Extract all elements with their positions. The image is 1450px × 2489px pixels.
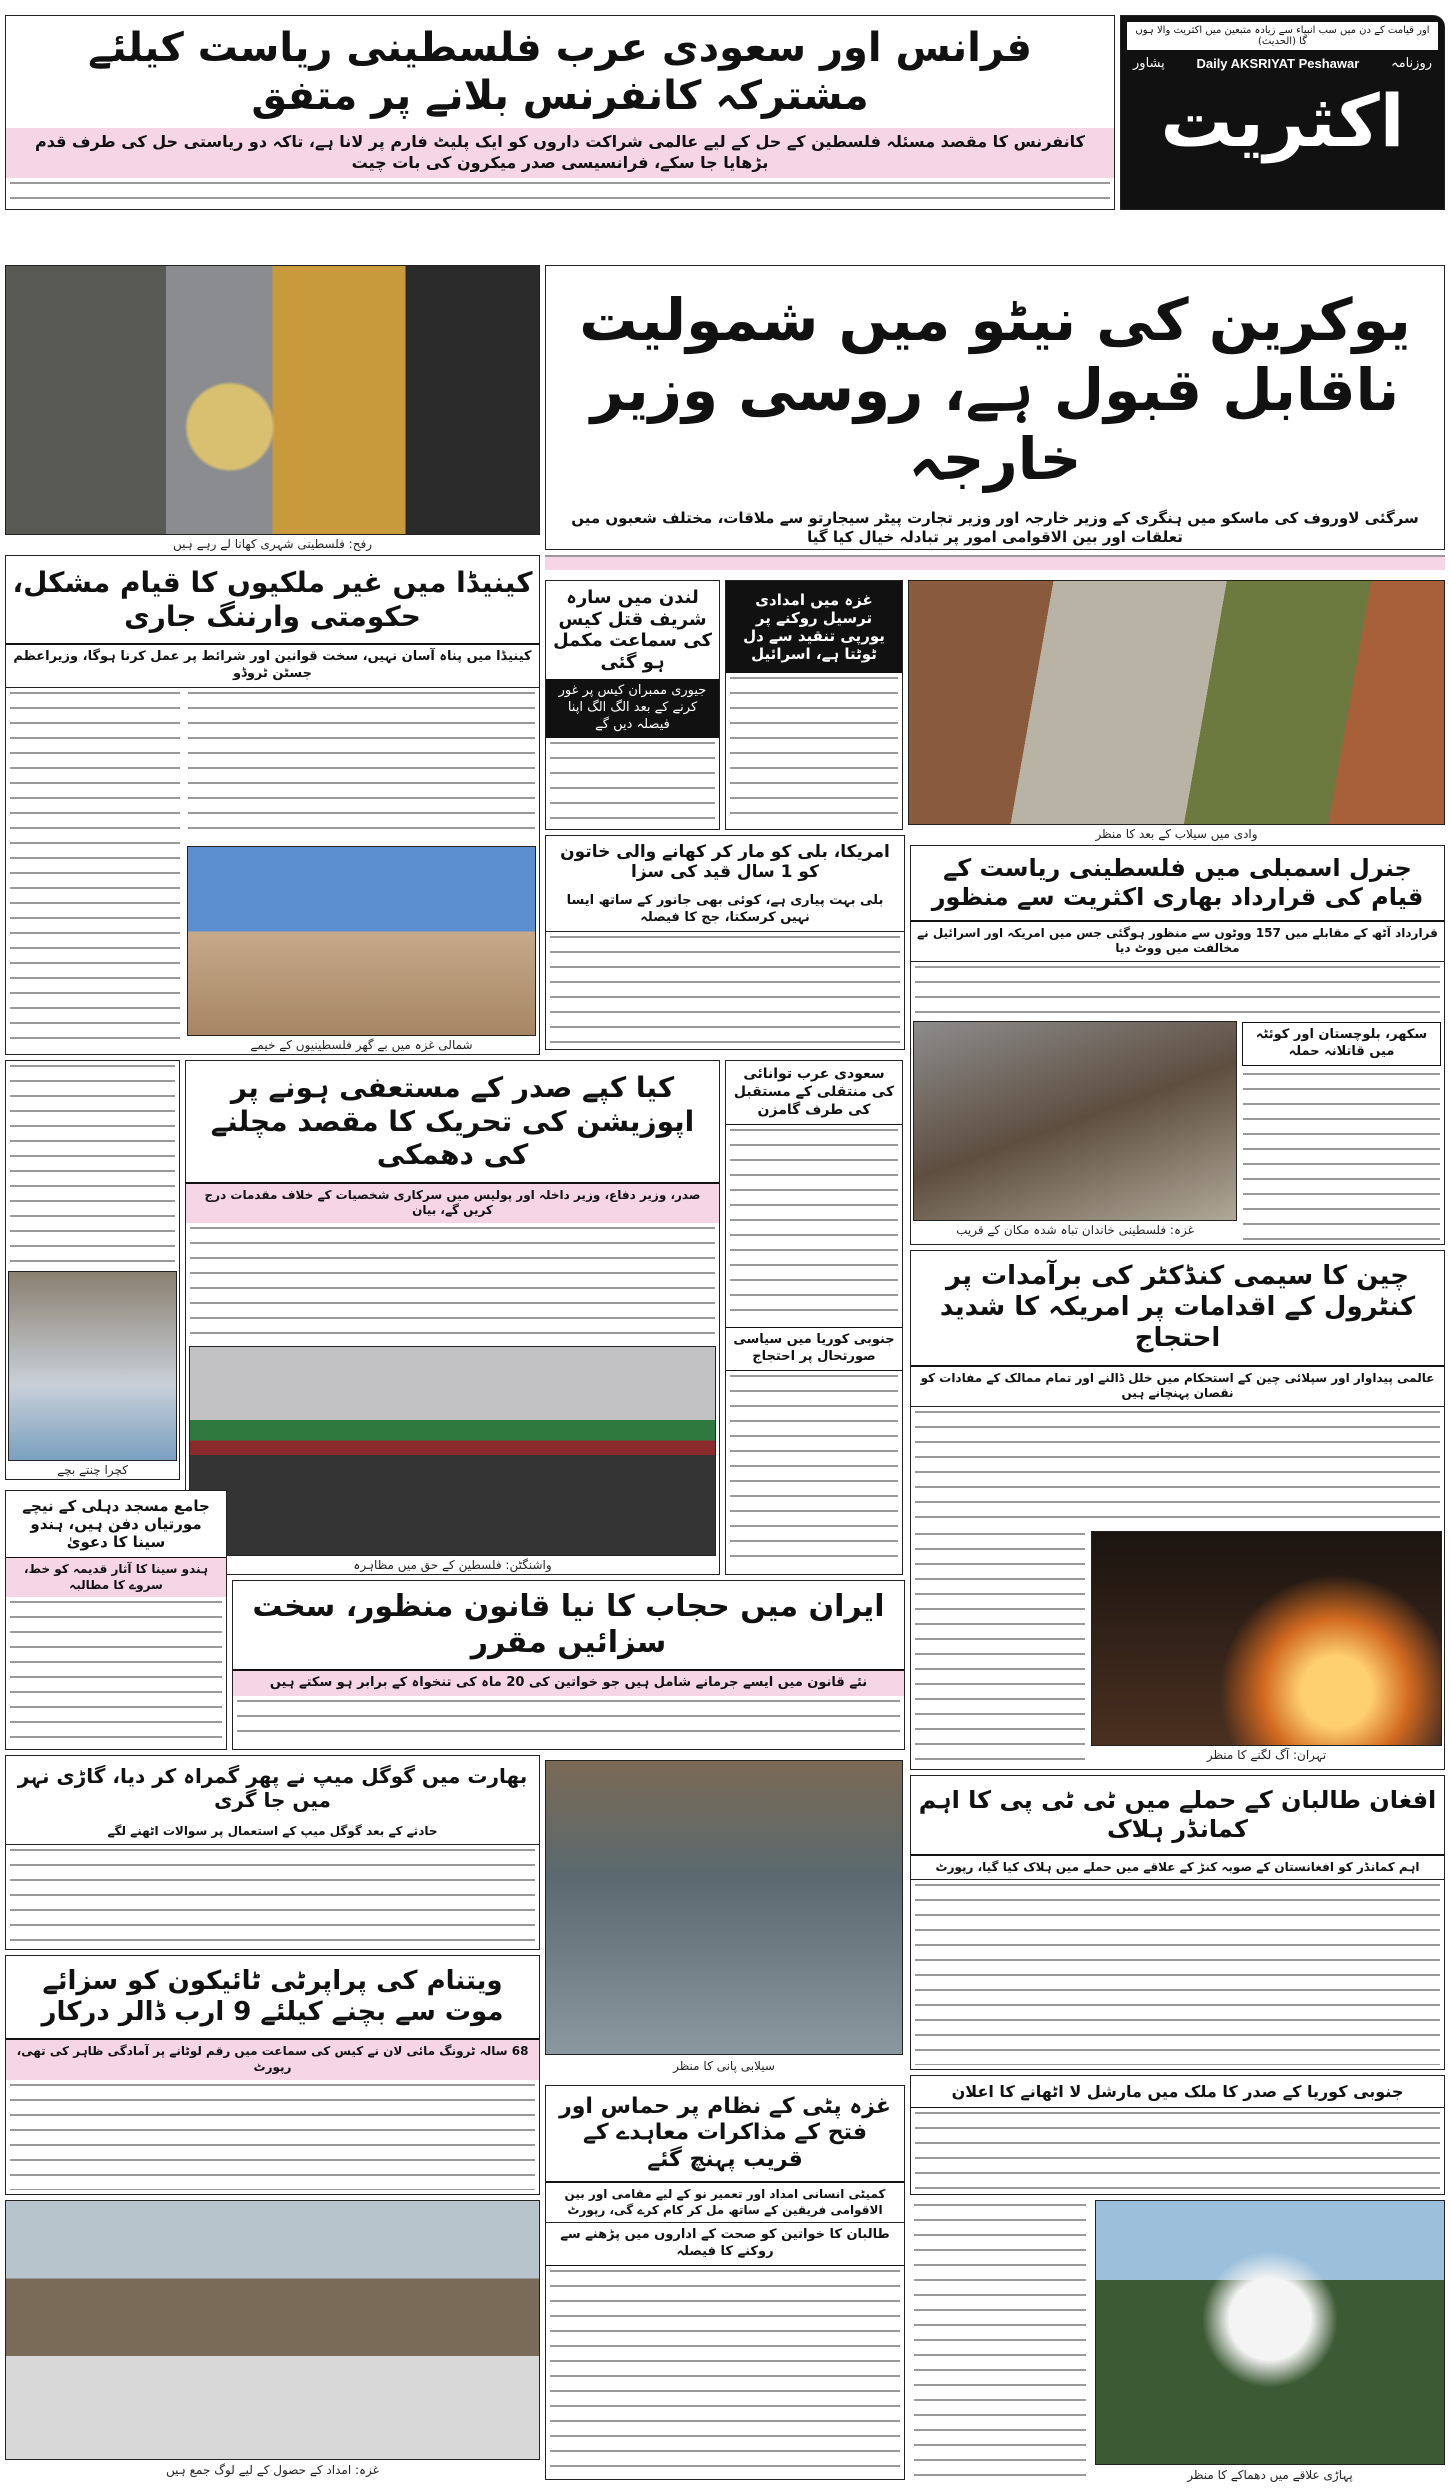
subheadline: بلی بہت پیاری ہے، کوئی بھی جانور کے ساتھ ایسا نہیں کرسکتا، جج کا فیصلہ <box>546 889 904 932</box>
story-jamia <box>5 1490 227 1750</box>
headline: کیا کپے صدر کے مستعفی ہونے پر اپوزیشن کی تحریک کا مقصد مچلنے کی دھمکی <box>186 1061 719 1184</box>
story-iran <box>232 1580 905 1750</box>
headline: جامع مسجد دہلی کے نیچے مورتیاں دفن ہیں، ہندو سینا کا دعویٰ <box>6 1491 226 1558</box>
body-text <box>10 1601 222 1745</box>
body-text <box>550 936 900 1045</box>
headline: کینیڈا میں غیر ملکیوں کا قیام مشکل، حکومتی وارننگ جاری <box>6 556 539 645</box>
headline: ایران میں حجاب کا نیا قانون منظور، سخت سزائیں مقرر <box>233 1581 904 1671</box>
fire-photo <box>1091 1531 1442 1746</box>
masthead-logo: اکثریت <box>1160 79 1405 163</box>
masthead-tagline: اور قیامت کے دن میں سب انبیاء سے زیادہ متبعین میں اکثریت والا ہوں گا (الحدیث) <box>1127 22 1438 50</box>
headline: لندن میں سارہ شریف قتل کیس کی سماعت مکمل ہو گئی <box>553 587 712 673</box>
story-cat <box>545 835 905 1050</box>
story-korea <box>910 2075 1445 2195</box>
gaza-talks-continued <box>910 2200 1090 2480</box>
body-text <box>1243 1073 1440 1240</box>
photo-caption: تہران: آگ لگنے کا منظر <box>1206 1748 1327 1762</box>
body-text <box>915 966 1440 1015</box>
crowd-photo <box>5 2200 540 2460</box>
body-text <box>914 2204 1086 2476</box>
headline: جنوبی کوریا میں سیاسی صورتحال پر احتجاج <box>726 1327 902 1371</box>
body-text <box>550 2270 900 2475</box>
story-google <box>5 1755 540 1950</box>
headline: یوکرین کی نیٹو میں شمولیت ناقابل قبول ہے، روسی وزیر خارجہ <box>579 286 1411 494</box>
body-text <box>915 2112 1440 2190</box>
headline: افغان طالبان کے حملے میں ٹی ٹی پی کا اہم کمانڈر ہلاک <box>911 1776 1444 1856</box>
subheadline: حادثے کے بعد گوگل میپ کے استعمال پر سوالات اٹھنے لگے <box>6 1820 539 1845</box>
story-canada <box>5 555 540 1055</box>
body-text <box>10 2084 535 2190</box>
headline: فرانس اور سعودی عرب فلسطینی ریاست کیلئے مشترکہ کانفرنس بلانے پر متفق <box>88 25 1032 119</box>
subheadline: جیوری ممبران کیس پر غور کرنے کے بعد الگ الگ اپنا فیصلہ دیں گے <box>546 679 719 738</box>
subheadline: کینیڈا میں پناہ آسان نہیں، سخت قوانین اور شرائط پر عمل کرنا ہوگا، وزیراعظم جسٹن ٹروڈو <box>6 645 539 688</box>
subheadline: قرارداد آٹھ کے مقابلے میں 157 ووٹوں سے منظور ہوگئی جس میں امریکہ اور اسرائیل نے مخالفت میں ووٹ دیا <box>911 922 1444 962</box>
headline: چین کا سیمی کنڈکٹر کی برآمدات پر کنٹرول کے اقدامات پر امریکہ کا شدید احتجاج <box>911 1251 1444 1367</box>
photo-caption: پہاڑی علاقے میں دھماکے کا منظر <box>1187 2468 1353 2482</box>
body-text <box>10 692 180 1050</box>
body-text <box>10 1849 535 1945</box>
body-text <box>915 1533 1085 1765</box>
story-saudi <box>725 1060 903 1575</box>
headline: جنرل اسمبلی میں فلسطینی ریاست کے قیام کی قرارداد بھاری اکثریت سے منظور <box>911 846 1444 922</box>
body-text <box>237 1700 900 1745</box>
subheadline: ہندو سینا کا آثار قدیمہ کو خط، سروے کا مطالبہ <box>6 1558 226 1597</box>
body-text <box>730 1375 898 1570</box>
subheadline: کانفرنس کا مقصد مسئلہ فلسطین کے حل کے لیے عالمی شراکت داروں کو ایک پلیٹ فارم پر لانا ہے، تاکہ دو ریاستی حل کی طرف قدم بڑھایا جا سکے، فرانسیسی صدر میکرون کی بات چیت <box>6 128 1114 178</box>
subheadline: صدر، وزیر دفاع، وزیر داخلہ اور پولیس میں سرکاری شخصیات کے خلاف مقدمات درج کریں گے، بیان <box>186 1184 719 1223</box>
body-text <box>915 1411 1440 1525</box>
story-vietnam <box>5 1955 540 2195</box>
masthead <box>1120 15 1445 210</box>
subheadline: کمیٹی انسانی امداد اور تعمیر نو کے لیے مقامی اور بین الاقوامی فریقین کے ساتھ مل کر کام کرے گی، رپورٹ <box>546 2183 904 2223</box>
subheadline: 68 سالہ ٹرونگ مائی لان نے کیس کی سماعت میں رقم لوٹانے پر آمادگی ظاہر کی تھی، رپورٹ <box>6 2040 539 2079</box>
masthead-english: Daily AKSRIYAT Peshawar <box>1196 56 1360 71</box>
story-un <box>910 845 1445 1245</box>
tents-photo <box>187 846 536 1036</box>
story-ukraine <box>545 265 1445 550</box>
story-aid <box>725 580 903 830</box>
masthead-roznama: روزنامہ <box>1391 56 1432 71</box>
photo-caption: کچرا چنتے بچے <box>57 1463 128 1477</box>
photo-caption: واشنگٹن: فلسطین کے حق میں مظاہرہ <box>353 1558 552 1572</box>
body-text <box>545 555 1445 570</box>
headline: جنوبی کوریا کے صدر کا ملک میں مارشل لا اٹھانے کا اعلان <box>911 2076 1444 2108</box>
photo-caption: سیلابی پانی کا منظر <box>673 2059 775 2073</box>
headline: طالبان کا خواتین کو صحت کے اداروں میں پڑھنے سے روکنے کا فیصلہ <box>546 2223 904 2266</box>
body-text <box>10 1065 175 1267</box>
body-text <box>190 1227 715 1342</box>
subheadline: سرگئی لاوروف کی ماسکو میں ہنگری کے وزیر خارجہ اور وزیر تجارت پیٹر سیجارتو سے ملاقات، مختلف شعبوں میں تعلقات اور بین الاقوامی امور پر تبادلہ خیال کیا گیا <box>546 505 1444 550</box>
photo-caption: غزہ: امداد کے حصول کے لیے لوگ جمع ہیں <box>166 2463 379 2477</box>
story-china <box>910 1250 1445 1770</box>
story-afghan <box>910 1775 1445 2070</box>
body-text <box>730 677 898 825</box>
headline: امریکا، بلی کو مار کر کھانے والی خاتون کو 1 سال قید کی سزا <box>560 842 890 883</box>
flood-photo <box>545 1760 903 2055</box>
body-text <box>550 742 715 825</box>
protest-photo <box>189 1346 716 1556</box>
subheadline: نئے قانون میں ایسے جرمانے شامل ہیں جو خواتین کی 20 ماہ کی تنخواہ کے برابر ہو سکتے ہیں <box>233 1671 904 1696</box>
body-text <box>730 1129 898 1324</box>
photo-caption: رفح: فلسطینی شہری کھانا لے رہے ہیں <box>172 537 373 551</box>
bottles-photo <box>8 1271 177 1461</box>
subheadline: اہم کمانڈر کو افغانستان کے صوبہ کنڑ کے علاقے میں حملے میں ہلاک کیا گیا، رپورٹ <box>911 1856 1444 1881</box>
headline: ویتنام کی پراپرٹی ٹائیکون کو سزائے موت سے بچنے کیلئے 9 ارب ڈالر درکار <box>6 1956 539 2040</box>
smoke-photo <box>1095 2200 1445 2465</box>
body-text <box>915 1884 1440 2065</box>
rubble-photo <box>913 1021 1237 1221</box>
photo-caption: شمالی غزہ میں بے گھر فلسطینیوں کے خیمے <box>250 1038 473 1052</box>
headline: سعودی عرب توانائی کی منتقلی کے مستقبل کی طرف گامزن <box>726 1061 902 1125</box>
photo-caption: وادی میں سیلاب کے بعد کا منظر <box>1095 827 1258 841</box>
story-sarah-sharif <box>545 580 720 830</box>
headline: بھارت میں گوگل میپ نے پھر گمراہ کر دیا، گاڑی نہر میں جا گری <box>17 1764 528 1812</box>
left-column <box>5 1060 180 1480</box>
headline: غزہ پٹی کے نظام پر حماس اور فتح کے مذاکرات معاہدے کے قریب پہنچ گئے <box>546 2086 904 2183</box>
headline: غزہ میں امدادی ترسیل روکنے پر یورپی تنقید سے دل ٹوٹتا ہے، اسرائیل <box>726 581 902 673</box>
gaza-food-photo <box>5 265 540 535</box>
mountain-photo <box>908 580 1445 825</box>
photo-caption: غزہ: فلسطینی خاندان تباہ شدہ مکان کے قریب <box>956 1223 1194 1237</box>
subheadline: عالمی پیداوار اور سپلائی چین کے استحکام میں خلل ڈالنے اور تمام ممالک کے مفادات کو نقصان پہنچانے ہیں <box>911 1367 1444 1407</box>
story-gaza-talks <box>545 2085 905 2480</box>
body-text <box>10 182 1110 205</box>
story-kapai <box>185 1060 720 1575</box>
story-france <box>5 15 1115 210</box>
body-text <box>188 692 535 842</box>
masthead-city: پشاور <box>1133 56 1165 71</box>
kashmir-headline: سکھر، بلوچستان اور کوئٹہ میں قاتلانہ حملہ <box>1242 1022 1441 1066</box>
